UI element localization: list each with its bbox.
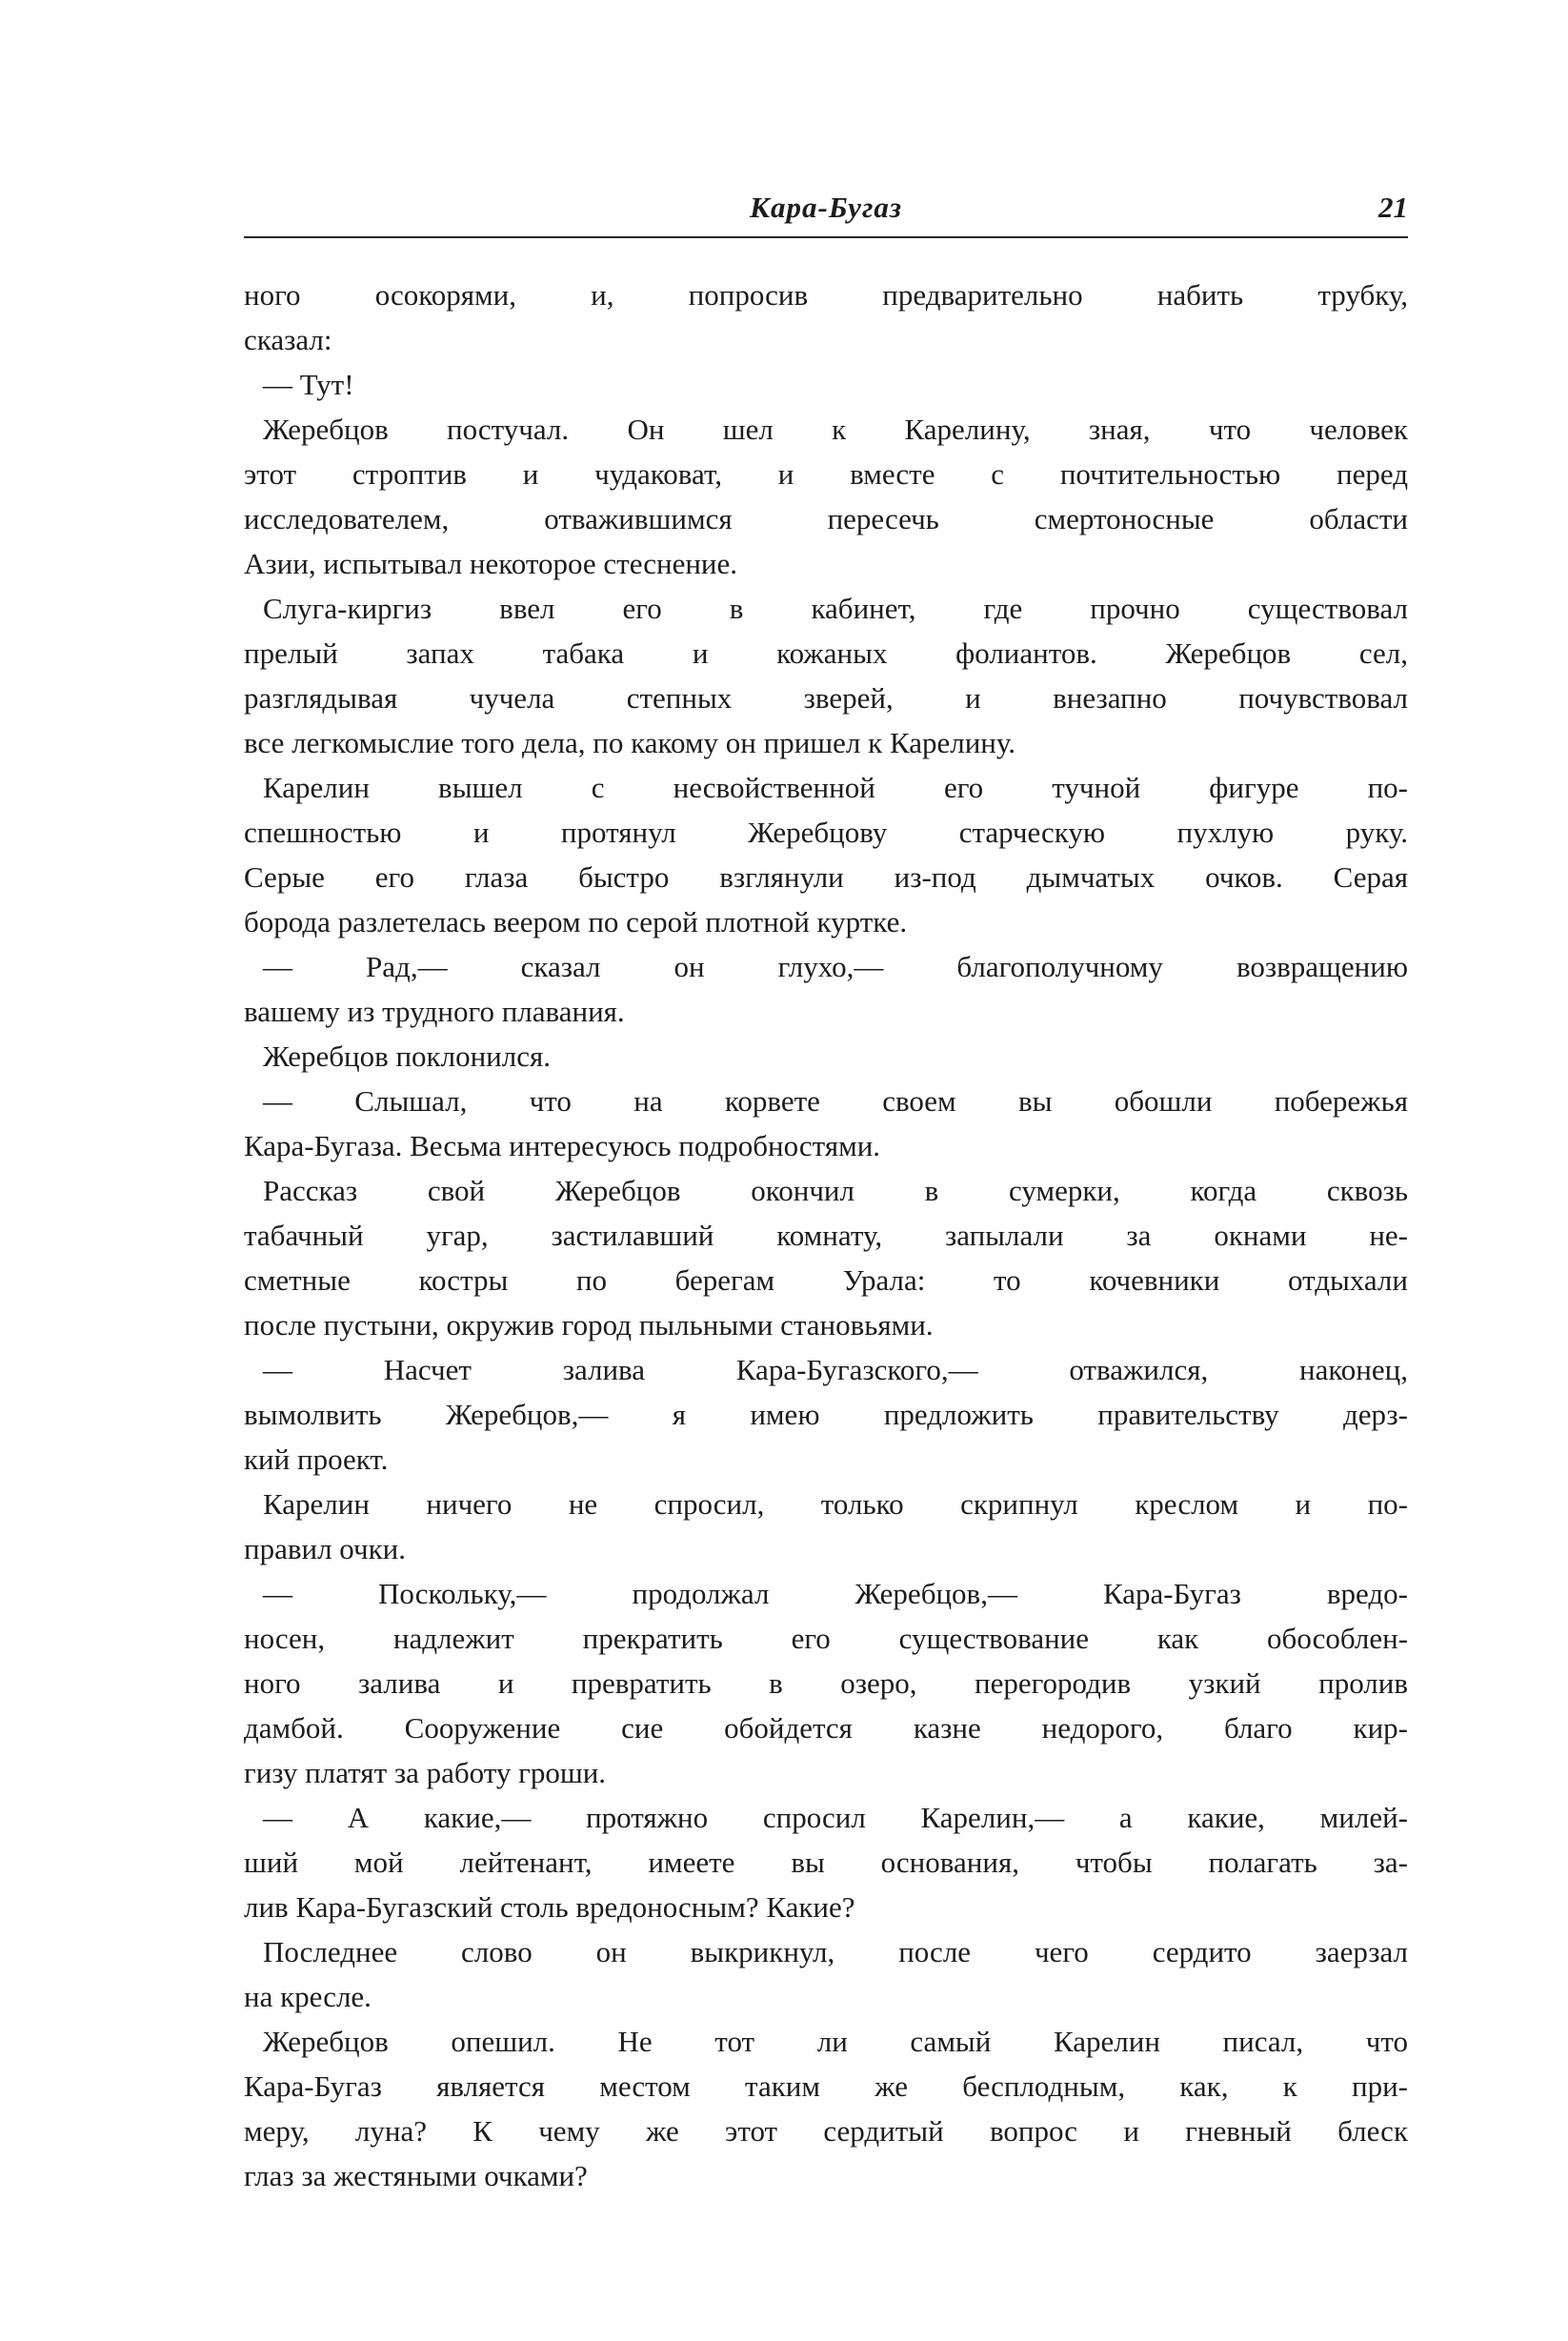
text-line: табачный угар, застилавший комнату, запылали за окнами не-	[244, 1219, 1408, 1252]
text-line: — Насчет залива Кара-Бугазского,— отважился, наконец,	[263, 1353, 1408, 1386]
text-line: Жеребцов постучал. Он шел к Карелину, зная, что человек	[263, 413, 1408, 446]
text-line: Карелин ничего не спросил, только скрипнул креслом и по-	[263, 1487, 1408, 1521]
text-line: после пустыни, окружив город пыльными становьями.	[244, 1308, 934, 1342]
text-line: гизу платят за работу гроши.	[244, 1756, 607, 1789]
body-text	[244, 272, 1408, 2198]
text-line: — Слышал, что на корвете своем вы обошли побережья	[263, 1084, 1408, 1118]
header-rule	[244, 236, 1408, 238]
text-line: Кара-Бугаз является местом таким же бесплодным, как, к при-	[244, 2069, 1408, 2103]
text-line: — А какие,— протяжно спросил Карелин,— а какие, милей-	[263, 1801, 1408, 1834]
text-line: спешностью и протянул Жеребцову старческую пухлую руку.	[244, 816, 1408, 849]
page-number: 21	[1378, 191, 1408, 224]
running-header	[244, 187, 1408, 234]
text-line: вымолвить Жеребцов,— я имею предложить правительству дерз-	[244, 1398, 1408, 1431]
text-line: кий проект.	[244, 1443, 389, 1476]
text-line: — Поскольку,— продолжал Жеребцов,— Кара-Бугаз вредо-	[263, 1577, 1408, 1610]
text-line: Последнее слово он выкрикнул, после чего сердито заерзал	[263, 1935, 1408, 1968]
text-line: Азии, испытывал некоторое стеснение.	[244, 547, 738, 580]
text-line: Жеребцов поклонился.	[263, 1039, 552, 1073]
text-line: прелый запах табака и кожаных фолиантов. Жеребцов сел,	[244, 636, 1408, 670]
text-line: — Тут!	[263, 368, 354, 401]
text-line: этот строптив и чудаковат, и вместе с почтительностью перед	[244, 457, 1408, 491]
text-line: разглядывая чучела степных зверей, и внезапно почувствовал	[244, 681, 1408, 715]
text-line: Серые его глаза быстро взглянули из-под дымчатых очков. Серая	[244, 860, 1408, 894]
text-line: сметные костры по берегам Урала: то кочевники отдыхали	[244, 1263, 1408, 1297]
text-line: глаз за жестяными очками?	[244, 2159, 588, 2192]
text-line: — Рад,— сказал он глухо,— благополучному возвращению	[263, 950, 1408, 983]
text-line: правил очки.	[244, 1532, 406, 1565]
text-line: Рассказ свой Жеребцов окончил в сумерки, когда сквозь	[263, 1174, 1408, 1207]
text-line: ного осокорями, и, попросив предварительно набить трубку,	[244, 278, 1408, 312]
text-line: борода разлетелась веером по серой плотной куртке.	[244, 905, 908, 938]
text-line: на кресле.	[244, 1980, 372, 2013]
text-line: ший мой лейтенант, имеете вы основания, чтобы полагать за-	[244, 1846, 1408, 1879]
text-line: носен, надлежит прекратить его существование как обособлен-	[244, 1622, 1408, 1655]
text-line: лив Кара-Бугазский столь вредоносным? Какие?	[244, 1890, 855, 1924]
text-line: Жеребцов опешил. Не тот ли самый Карелин писал, что	[263, 2025, 1408, 2058]
text-line: ного залива и превратить в озеро, перегородив узкий пролив	[244, 1666, 1408, 1700]
text-line: дамбой. Сооружение сие обойдется казне недорого, благо кир-	[244, 1711, 1408, 1745]
text-line: исследователем, отважившимся пересечь смертоносные области	[244, 502, 1408, 535]
text-line: Слуга-киргиз ввел его в кабинет, где прочно существовал	[263, 592, 1408, 625]
text-line: сказал:	[244, 323, 332, 356]
text-line: меру, луна? К чему же этот сердитый вопрос и гневный блеск	[244, 2114, 1408, 2148]
text-line: Карелин вышел с несвойственной его тучной фигуре по-	[263, 771, 1408, 804]
text-line: все легкомыслие того дела, по какому он пришел к Карелину.	[244, 726, 1016, 759]
text-line: Кара-Бугаза. Весьма интересуюсь подробностями.	[244, 1129, 881, 1162]
running-title: Кара-Бугаз	[750, 191, 902, 224]
text-line: вашему из трудного плавания.	[244, 995, 625, 1028]
